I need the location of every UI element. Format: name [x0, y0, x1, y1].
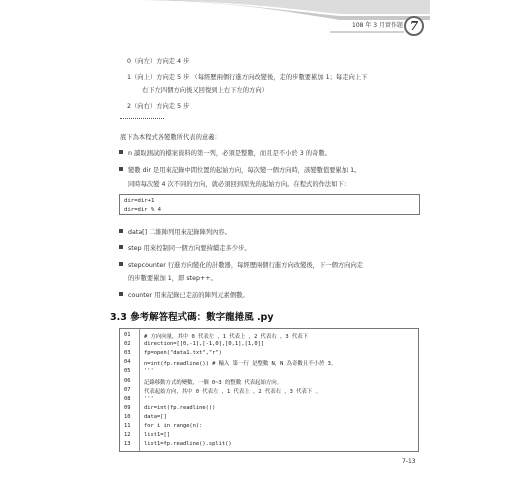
code-line-text: ''': [144, 368, 154, 375]
bullet-step: step 用來控制同一個方向要持續走多少步。: [128, 245, 251, 252]
code-line-number: 13: [124, 441, 131, 448]
intro-text: 底下為本程式各變數所代表的意義：: [120, 134, 221, 141]
code-line-text: 記錄移動方式的變數，一個 0~3 的整數 代表起始方向。: [144, 379, 283, 386]
code-line-number: 08: [124, 395, 131, 402]
dotted-divider: [120, 118, 164, 119]
bullet-n: n 讀取測試的檔案資料的第一列，必須是整數，而且是不小於 3 的奇數。: [128, 150, 331, 157]
code-snippet-line: dir=dir+1: [124, 198, 155, 204]
code-snippet-line: dir=dir % 4: [124, 207, 162, 213]
page-number: 7-13: [402, 458, 416, 465]
section-title: 3.3 參考解答程式碼：數字龍捲風 .py: [110, 312, 274, 323]
bullet-icon: [119, 167, 123, 171]
chapter-badge: 7: [404, 16, 424, 36]
code-line-text: list1=[]: [144, 432, 170, 439]
code-line-number: 10: [124, 413, 131, 420]
code-line-text: fp=open("data1.txt","r"): [144, 350, 222, 357]
direction-item-0: 0（向左）方向走 4 步: [127, 58, 190, 65]
line-number-gutter: [139, 329, 140, 451]
bullet-data: data[] 二維陣列用來記錄陣列內容。: [128, 229, 231, 236]
code-line-text: for i in range(n):: [144, 423, 203, 429]
bullet-dir: 變數 dir 是用來記錄中間位置的起始方向，每次變一個方向時，該變數值要累加 1。: [128, 167, 361, 174]
bullet-dir-cont: 同時每次變 4 次不同的方向，就必須回到原先的起始方向。在程式的作法如下：: [128, 181, 351, 188]
bullet-icon: [119, 245, 123, 249]
bullet-counter: counter 用來記錄已走訪的陣列元素個數。: [128, 292, 249, 299]
bullet-icon: [119, 150, 123, 154]
direction-item-1-cont: 右下左四個方向後又回復到上右下左的方向）: [142, 87, 268, 94]
direction-item-2: 2（向右）方向走 5 步: [127, 103, 190, 110]
code-line-number: 11: [124, 423, 131, 429]
code-listing: [119, 328, 419, 452]
code-line-number: 06: [124, 377, 131, 384]
header-wave-decoration: [0, 0, 520, 40]
code-line-number: 07: [124, 386, 131, 393]
code-line-number: 09: [124, 404, 131, 411]
code-line-number: 02: [124, 341, 131, 348]
code-line-number: 01: [124, 332, 131, 338]
bullet-icon: [119, 262, 123, 266]
bullet-stepcounter-cont: 的步數要累加 1，即 step++。: [128, 275, 217, 282]
bullet-stepcounter: stepcounter 行進方向變化的計數器，每經歷兩個行進方向改變後，下一個方向向走: [128, 262, 364, 269]
bullet-icon: [119, 229, 123, 233]
code-snippet-box: [119, 194, 420, 215]
code-line-text: # 方向向量，其中 0 代表左 ，1 代表上 ，2 代表右 ，3 代表下: [144, 334, 309, 340]
code-line-text: direction=[[0,-1],[-1,0],[0,1],[1,0]]: [144, 341, 265, 348]
code-line-text: data=[]: [144, 413, 167, 420]
direction-item-1: 1（向上）方向走 5 步 （每經歷兩個行進方向改變後，走的步數要累加 1；每走向上下: [127, 74, 368, 81]
code-line-number: 03: [124, 350, 131, 357]
code-line-text: 代表起始方向，其中 0 代表左 ，1 代表上 ，2 代表右 ，3 代表下 。: [144, 388, 321, 395]
code-line-text: list1=fp.readline().split(): [144, 441, 232, 448]
code-line-text: dir=int(fp.readline()): [144, 404, 216, 411]
code-line-number: 12: [124, 432, 131, 439]
code-line-number: 04: [124, 359, 131, 366]
bullet-icon: [119, 292, 123, 296]
code-line-number: 05: [124, 368, 131, 375]
code-line-text: ''': [144, 395, 154, 402]
code-line-text: n=int(fp.readline()) # 輸入 第一行 是整數 N，N 為奇數且不小於 3。: [144, 361, 337, 368]
header-title: 108 年 3 月實作題: [352, 22, 403, 29]
